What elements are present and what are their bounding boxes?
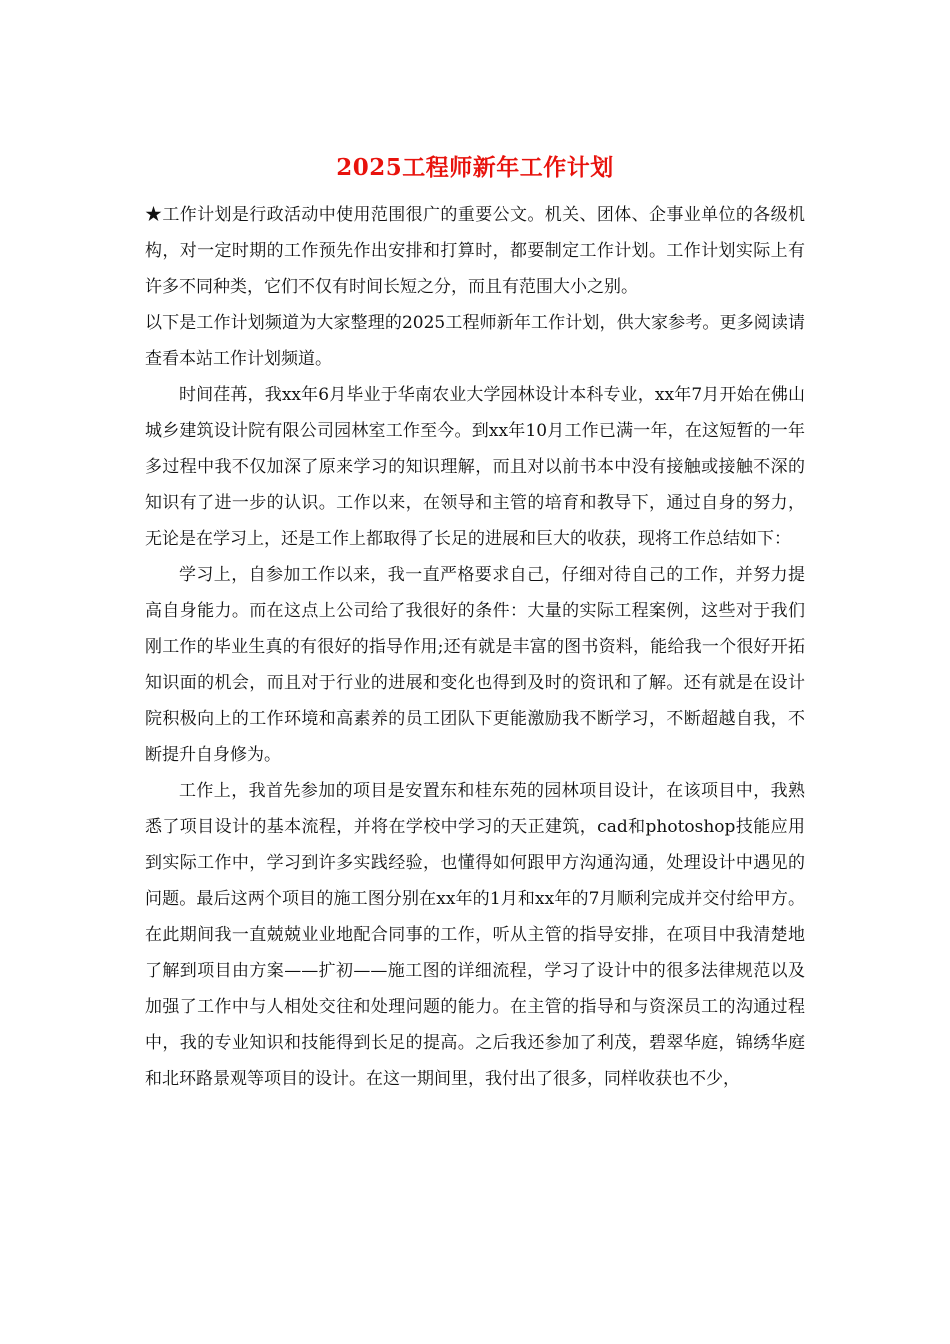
reference-paragraph: 以下是工作计划频道为大家整理的2025工程师新年工作计划，供大家参考。更多阅读请查看本站工作计划频道。 — [145, 313, 805, 369]
background-paragraph: 时间荏苒，我xx年6月毕业于华南农业大学园林设计本科专业，xx年7月开始在佛山城乡建筑设计院有限公司园林室工作至今。到xx年10月工作已满一年，在这短暂的一年多过程中我不仅加深了原来学习的知识理解，而且对以前书本中没有接触或接触不深的知识有了进一步的认识。工作以来，在领导和主管的培育和教导下，通过自身的努力，无论是在学习上，还是工作上都取得了长足的进展和巨大的收获，现将工作总结如下： — [145, 385, 805, 549]
work-paragraph: 工作上，我首先参加的项目是安置东和桂东苑的园林项目设计，在该项目中，我熟悉了项目设计的基本流程，并将在学校中学习的天正建筑，cad和photoshop技能应用到实际工作中，学习到许多实践经验，也懂得如何跟甲方沟通沟通，处理设计中遇见的问题。最后这两个项目的施工图分别在xx年的1月和xx年的7月顺利完成并交付给甲方。在此期间我一直兢兢业业地配合同事的工作，听从主管的指导安排，在项目中我清楚地了解到项目由方案——扩初——施工图的详细流程，学习了设计中的很多法律规范以及加强了工作中与人相处交往和处理问题的能力。在主管的指导和与资深员工的沟通过程中，我的专业知识和技能得到长足的提高。之后我还参加了利茂，碧翠华庭，锦绣华庭和北环路景观等项目的设计。在这一期间里，我付出了很多，同样收获也不少， — [145, 781, 805, 1089]
study-paragraph: 学习上，自参加工作以来，我一直严格要求自己，仔细对待自己的工作，并努力提高自身能力。而在这点上公司给了我很好的条件：大量的实际工程案例，这些对于我们刚工作的毕业生真的有很好的指导作用;还有就是丰富的图书资料，能给我一个很好开拓知识面的机会，而且对于行业的进展和变化也得到及时的资讯和了解。还有就是在设计院积极向上的工作环境和高素养的员工团队下更能激励我不断学习，不断超越自我，不断提升自身修为。 — [145, 565, 805, 765]
document-title: 2025工程师新年工作计划 — [336, 154, 614, 181]
document-page — [145, 150, 805, 1097]
intro-paragraph: ★工作计划是行政活动中使用范围很广的重要公文。机关、团体、企事业单位的各级机构，对一定时期的工作预先作出安排和打算时，都要制定工作计划。工作计划实际上有许多不同种类，它们不仅有时间长短之分，而且有范围大小之别。 — [145, 205, 805, 297]
